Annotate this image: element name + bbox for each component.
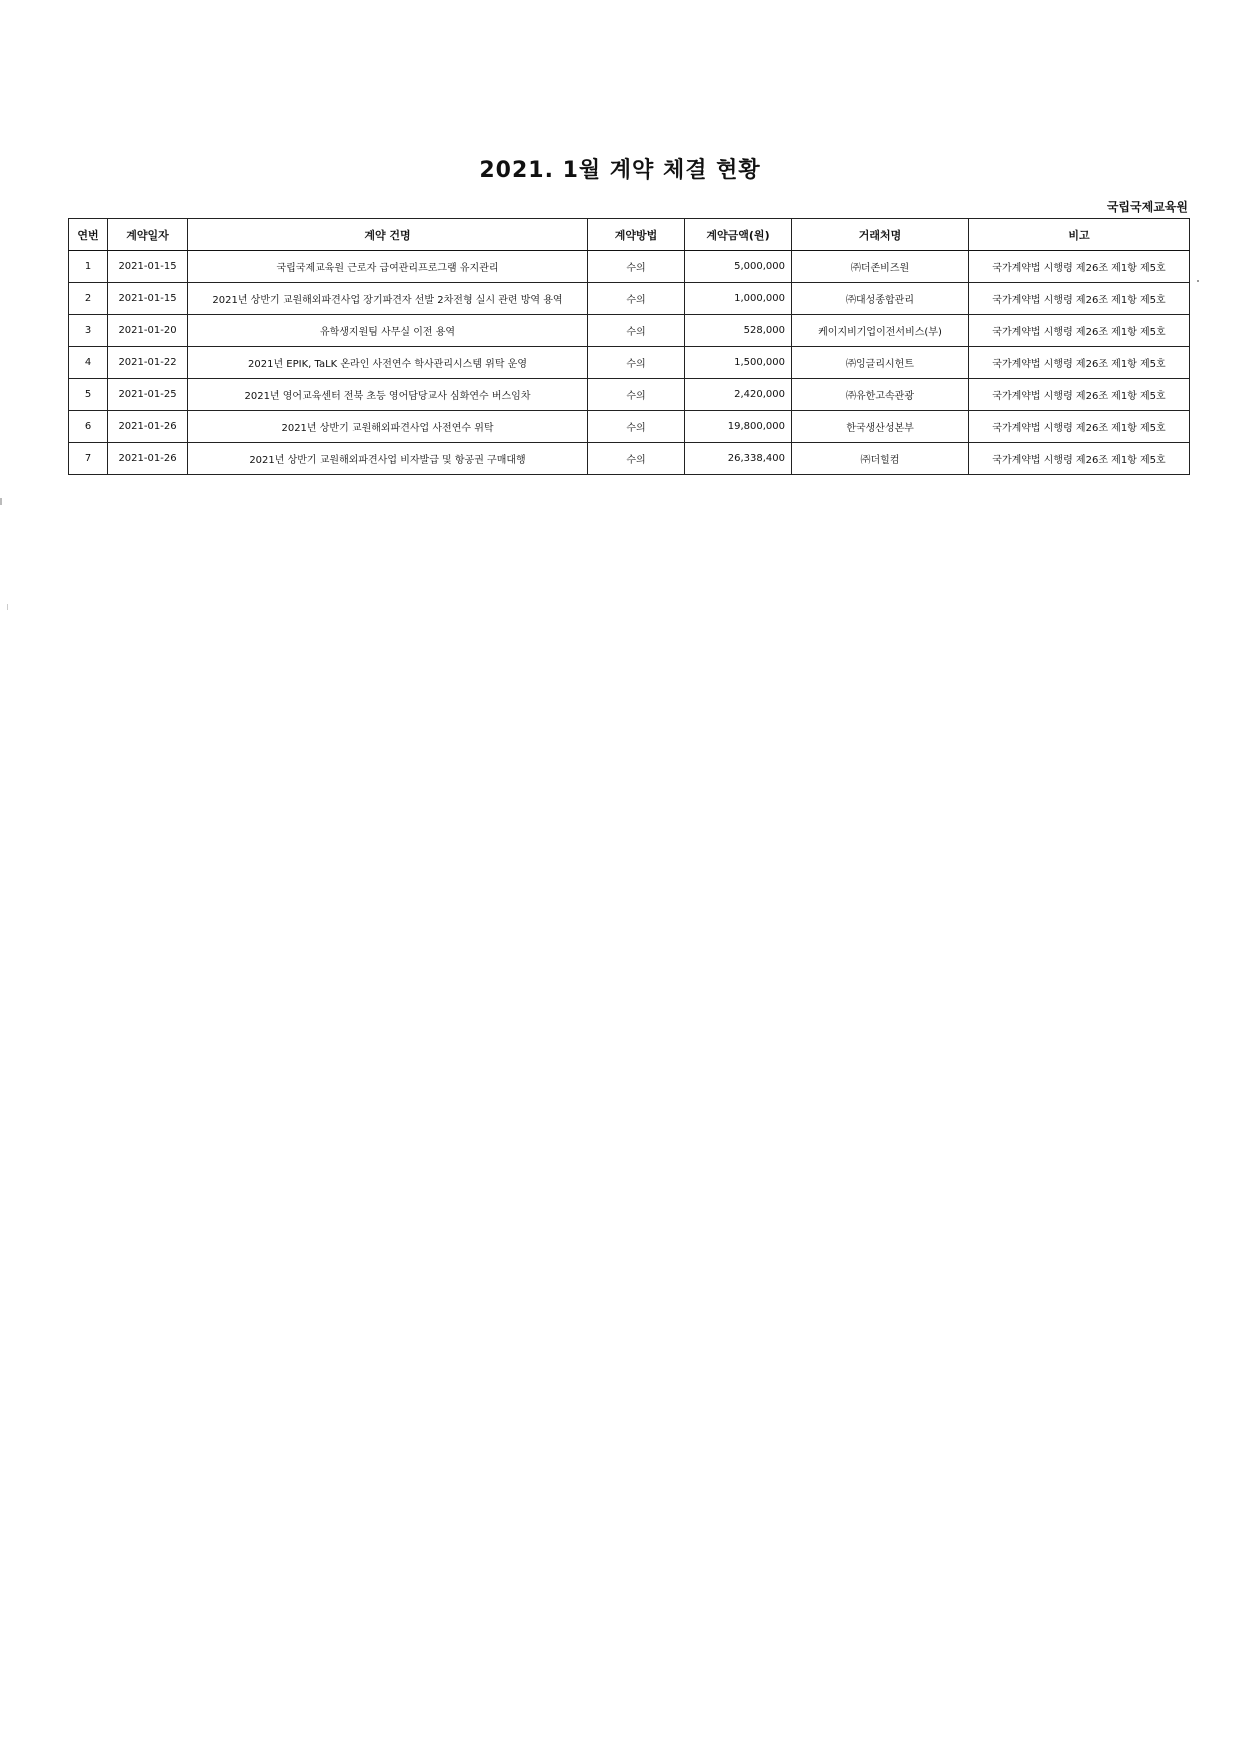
header-method: 계약방법 — [588, 219, 685, 251]
table-row — [69, 315, 1190, 347]
header-date: 계약일자 — [108, 219, 188, 251]
cell-method: 수의 — [588, 379, 685, 411]
table-row — [69, 379, 1190, 411]
header-amount: 계약금액(원) — [685, 219, 792, 251]
cell-no: 5 — [69, 379, 108, 411]
table-header-row — [69, 219, 1190, 251]
cell-no: 1 — [69, 251, 108, 283]
cell-method: 수의 — [588, 251, 685, 283]
header-name: 계약 건명 — [188, 219, 588, 251]
cell-note: 국가계약법 시행령 제26조 제1항 제5호 — [969, 251, 1190, 283]
cell-amount: 1,000,000 — [685, 283, 792, 315]
scan-mark — [7, 604, 8, 610]
cell-note: 국가계약법 시행령 제26조 제1항 제5호 — [969, 283, 1190, 315]
cell-vendor: 한국생산성본부 — [792, 411, 969, 443]
cell-date: 2021-01-15 — [108, 251, 188, 283]
cell-date: 2021-01-26 — [108, 411, 188, 443]
cell-note: 국가계약법 시행령 제26조 제1항 제5호 — [969, 443, 1190, 475]
cell-note: 국가계약법 시행령 제26조 제1항 제5호 — [969, 379, 1190, 411]
cell-amount: 26,338,400 — [685, 443, 792, 475]
cell-no: 7 — [69, 443, 108, 475]
cell-method: 수의 — [588, 315, 685, 347]
contracts-table — [68, 218, 1190, 475]
cell-date: 2021-01-15 — [108, 283, 188, 315]
cell-date: 2021-01-25 — [108, 379, 188, 411]
cell-name: 국립국제교육원 근로자 급여관리프로그램 유지관리 — [188, 251, 588, 283]
cell-name: 유학생지원팀 사무실 이전 용역 — [188, 315, 588, 347]
cell-date: 2021-01-26 — [108, 443, 188, 475]
cell-name: 2021년 EPIK, TaLK 온라인 사전연수 학사관리시스템 위탁 운영 — [188, 347, 588, 379]
cell-name: 2021년 상반기 교원해외파견사업 장기파견자 선발 2차전형 실시 관련 방역 용역 — [188, 283, 588, 315]
cell-note: 국가계약법 시행령 제26조 제1항 제5호 — [969, 315, 1190, 347]
cell-method: 수의 — [588, 283, 685, 315]
scan-mark — [0, 498, 2, 505]
page-title: 2021. 1월 계약 체결 현황 — [479, 158, 761, 183]
cell-vendor: ㈜대성종합관리 — [792, 283, 969, 315]
table-row — [69, 411, 1190, 443]
organization-name: 국립국제교육원 — [1106, 200, 1188, 214]
table-row — [69, 443, 1190, 475]
cell-amount: 19,800,000 — [685, 411, 792, 443]
cell-amount: 2,420,000 — [685, 379, 792, 411]
cell-method: 수의 — [588, 347, 685, 379]
cell-vendor: ㈜더힐컴 — [792, 443, 969, 475]
cell-note: 국가계약법 시행령 제26조 제1항 제5호 — [969, 411, 1190, 443]
cell-amount: 528,000 — [685, 315, 792, 347]
cell-amount: 1,500,000 — [685, 347, 792, 379]
cell-no: 3 — [69, 315, 108, 347]
cell-vendor: ㈜잉글리시헌트 — [792, 347, 969, 379]
cell-method: 수의 — [588, 411, 685, 443]
cell-date: 2021-01-20 — [108, 315, 188, 347]
cell-no: 2 — [69, 283, 108, 315]
table-row — [69, 251, 1190, 283]
cell-name: 2021년 상반기 교원해외파견사업 사전연수 위탁 — [188, 411, 588, 443]
cell-name: 2021년 상반기 교원해외파견사업 비자발급 및 항공권 구매대행 — [188, 443, 588, 475]
header-note: 비고 — [969, 219, 1190, 251]
cell-amount: 5,000,000 — [685, 251, 792, 283]
table-row — [69, 283, 1190, 315]
cell-vendor: ㈜더존비즈원 — [792, 251, 969, 283]
scan-dot — [1197, 280, 1199, 282]
header-no: 연번 — [69, 219, 108, 251]
header-vendor: 거래처명 — [792, 219, 969, 251]
cell-vendor: ㈜유한고속관광 — [792, 379, 969, 411]
cell-note: 국가계약법 시행령 제26조 제1항 제5호 — [969, 347, 1190, 379]
cell-no: 6 — [69, 411, 108, 443]
cell-date: 2021-01-22 — [108, 347, 188, 379]
cell-no: 4 — [69, 347, 108, 379]
cell-vendor: 케이지비기업이전서비스(부) — [792, 315, 969, 347]
cell-method: 수의 — [588, 443, 685, 475]
table-row — [69, 347, 1190, 379]
cell-name: 2021년 영어교육센터 전북 초등 영어담당교사 심화연수 버스임차 — [188, 379, 588, 411]
